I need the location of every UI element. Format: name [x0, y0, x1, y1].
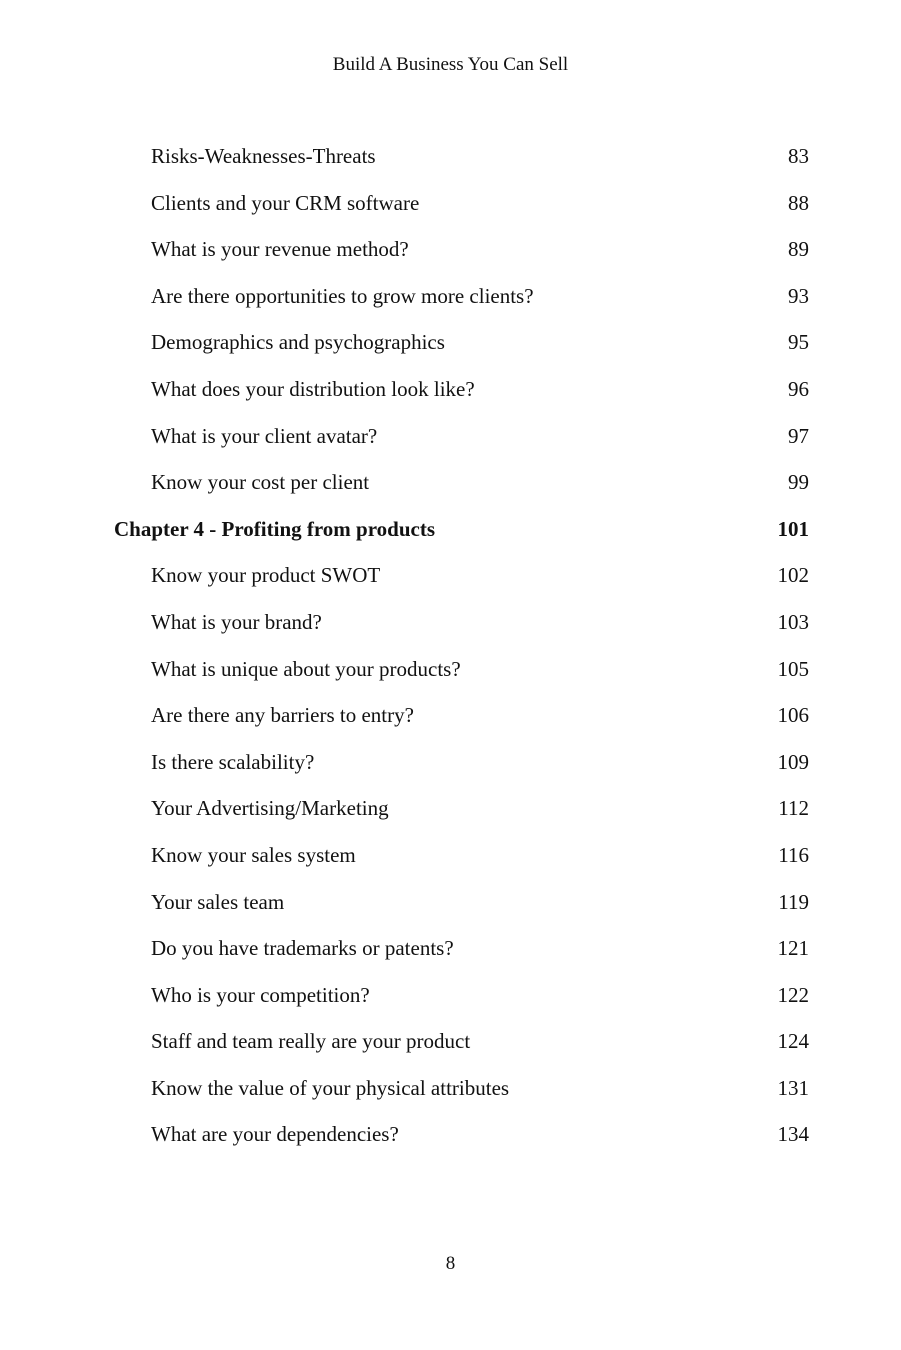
toc-entry-title: Risks-Weaknesses-Threats [151, 144, 376, 168]
toc-entry[interactable] [0, 746, 901, 793]
toc-entry-title: What is your client avatar? [151, 423, 378, 448]
toc-entry[interactable] [0, 1025, 901, 1072]
toc-entry[interactable] [0, 233, 901, 280]
toc-entry-title: Are there opportunities to grow more clients? [151, 283, 534, 308]
toc-entry-title: Are there any barriers to entry? [151, 703, 414, 728]
toc-entry[interactable] [0, 420, 901, 467]
toc-entry-page-number: 99 [788, 470, 809, 495]
toc-entry[interactable] [0, 932, 901, 979]
toc-entry-page-number: 134 [777, 1122, 809, 1147]
toc-entry-page-number: 105 [777, 656, 809, 681]
toc-entry-page-number: 101 [777, 516, 809, 541]
toc-entry-title: What is unique about your products? [151, 656, 461, 681]
toc-entry-page-number: 121 [777, 936, 809, 961]
toc-entry-title: Know your sales system [151, 842, 356, 867]
toc-entry-page-number: 109 [777, 749, 809, 774]
toc-entry[interactable] [0, 699, 901, 746]
toc-entry[interactable] [0, 187, 901, 234]
toc-entry-title: Know your product SWOT [151, 563, 381, 588]
toc-entry-title: What is your revenue method? [151, 237, 409, 262]
toc-entry[interactable] [0, 326, 901, 373]
toc-entry-title: Your sales team [151, 889, 285, 914]
toc-entry-page-number: 95 [788, 330, 809, 355]
toc-entry-page-number: 122 [777, 982, 809, 1007]
toc-entry[interactable] [0, 280, 901, 327]
toc-entry-page-number: 89 [788, 237, 809, 262]
toc-entry-title: Do you have trademarks or patents? [151, 936, 454, 961]
toc-entry-page-number: 116 [778, 842, 809, 867]
toc-entry-title: Staff and team really are your product [151, 1029, 471, 1054]
toc-entry-page-number: 102 [777, 563, 809, 588]
toc-entry-title: What is your brand? [151, 609, 322, 634]
toc-entry-title: Who is your competition? [151, 982, 370, 1007]
toc-entry[interactable] [0, 1118, 901, 1165]
toc-entry-page-number: 97 [788, 423, 809, 448]
toc-entry[interactable] [0, 792, 901, 839]
toc-entry[interactable] [0, 466, 901, 513]
toc-entry-page-number: 83 [788, 144, 809, 168]
toc-entry[interactable] [0, 373, 901, 420]
toc-entry-page-number: 124 [777, 1029, 809, 1054]
toc-entry[interactable] [0, 606, 901, 653]
toc-entry-title: Demographics and psychographics [151, 330, 445, 355]
running-header-title: Build A Business You Can Sell [332, 54, 569, 75]
table-of-contents [0, 140, 901, 1165]
toc-entry-title: Know your cost per client [151, 470, 370, 495]
toc-entry-page-number: 112 [778, 796, 809, 821]
toc-entry[interactable] [0, 979, 901, 1026]
toc-entry[interactable] [0, 1072, 901, 1119]
toc-entry[interactable] [0, 653, 901, 700]
toc-entry-page-number: 93 [788, 283, 809, 308]
toc-entry-title: Your Advertising/Marketing [151, 796, 389, 821]
toc-entry-title: Chapter 4 - Profiting from products [114, 516, 436, 541]
toc-entry-title: What does your distribution look like? [151, 376, 475, 401]
toc-entry[interactable] [0, 886, 901, 933]
toc-entry[interactable] [0, 839, 901, 886]
toc-entry[interactable] [0, 140, 901, 187]
toc-entry-page-number: 96 [788, 376, 809, 401]
page-number: 8 [445, 1253, 456, 1274]
toc-entry-page-number: 103 [777, 609, 809, 634]
toc-entry-title: Clients and your CRM software [151, 190, 420, 215]
toc-entry-title: What are your dependencies? [151, 1122, 399, 1147]
toc-entry-title: Know the value of your physical attributes [151, 1075, 510, 1100]
toc-chapter-entry[interactable] [0, 513, 901, 560]
toc-entry-page-number: 106 [777, 703, 809, 728]
toc-entry[interactable] [0, 559, 901, 606]
toc-entry-page-number: 88 [788, 190, 809, 215]
toc-entry-page-number: 131 [777, 1075, 809, 1100]
toc-entry-title: Is there scalability? [151, 749, 315, 774]
toc-entry-page-number: 119 [778, 889, 809, 914]
